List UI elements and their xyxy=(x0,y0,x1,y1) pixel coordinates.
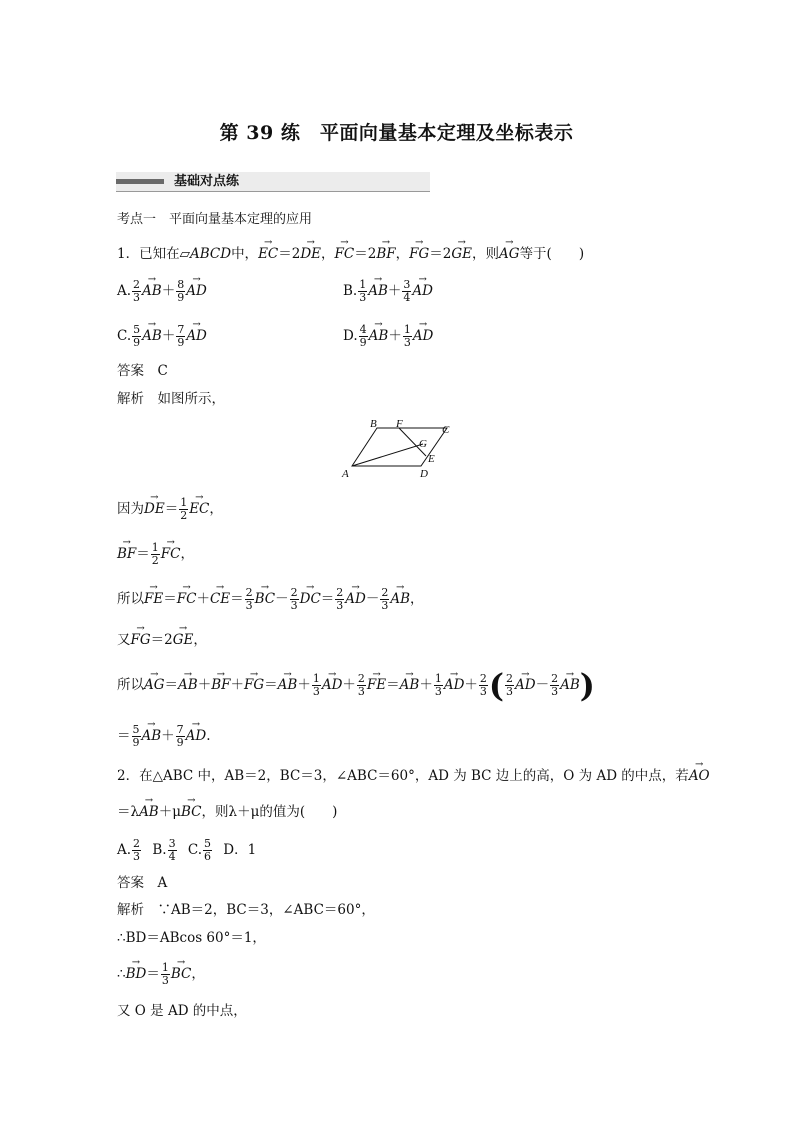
solution-line-1: 因为→ DE＝ $\frac{1}{2}$ → EC， xyxy=(117,497,223,522)
question-1: 1．已知在▱ABCD中，→ EC＝2→ DE，→ FC＝2→ BF，→ FG＝2→ GE，则→ AG等于( ) xyxy=(117,248,584,262)
section-marker xyxy=(116,179,164,184)
page-title: 第 39 练 平面向量基本定理及坐标表示 xyxy=(219,122,574,144)
options-2 xyxy=(117,838,256,863)
analysis-2-line-2: ∴BD＝ABcos 60°＝1， xyxy=(117,930,266,946)
solution-line-5: 所以→ AG＝→ AB＋→ BF＋→ FG＝→ AB＋ $\frac{1}{3}$ → AD＋ $\frac{2}{3}$ → FE＝→ AB＋ $\frac{1}{3}$ → AD＋ $\frac{2}{3}$ ( $\frac{2}{3}$ → AD－ $\frac{2}{3}$ → AB) xyxy=(117,670,595,701)
parallelogram-label: ▱ABCD xyxy=(179,246,232,262)
option-1d: D. $\frac{4}{9}$ → AB＋ $\frac{1}{3}$ → AD xyxy=(343,324,433,349)
solution-line-4: 又→ FG＝2→ GE， xyxy=(117,634,207,648)
section-underline xyxy=(116,191,430,192)
analysis-2-line-3: ∴→ BD＝ $\frac{1}{3}$ → BC， xyxy=(117,962,205,987)
analysis-2-line-1: 解析 ∵AB＝2，BC＝3，∠ABC＝60°， xyxy=(117,902,375,918)
segment-ag xyxy=(352,444,423,466)
answer-2: 答案 A xyxy=(117,875,168,891)
option-1b: B. $\frac{1}{3}$ → AB＋ $\frac{3}{4}$ → AD xyxy=(343,279,433,304)
point-label-f: F xyxy=(396,418,403,430)
analysis-1-intro: 解析 如图所示， xyxy=(117,391,225,407)
option-2a: A. $\frac{2}{3}$ xyxy=(117,837,141,863)
vec-bf: → BF xyxy=(376,248,395,262)
solution-line-6: ＝ $\frac{5}{9}$ → AB＋ $\frac{7}{9}$ → AD. xyxy=(117,724,211,749)
question-2-line-2: ＝λ→ AB＋μ→ BC，则λ＋μ的值为( ) xyxy=(117,806,337,820)
vec-fc: → FC xyxy=(335,248,355,262)
point-label-d: D xyxy=(420,468,428,480)
parallelogram-figure xyxy=(340,415,460,481)
point-label-b: B xyxy=(370,418,377,430)
option-2b: B. $\frac{3}{4}$ xyxy=(152,837,176,863)
vec-de: → DE xyxy=(300,248,321,262)
analysis-2-line-4: 又 O 是 AD 的中点， xyxy=(117,1003,247,1019)
answer-1: 答案 C xyxy=(117,363,168,379)
point-label-g: G xyxy=(419,438,427,450)
point-label-a: A xyxy=(342,468,349,480)
point-label-e: E xyxy=(428,453,435,465)
vec-ec: → EC xyxy=(258,248,278,262)
vec-ag: → AG xyxy=(499,248,520,262)
vec-fg: → FG xyxy=(409,248,429,262)
point-label-c: C xyxy=(442,424,450,436)
option-1a: A. $\frac{2}{3}$ → AB＋ $\frac{8}{9}$ → AD xyxy=(117,279,207,304)
section-label: 基础对点练 xyxy=(174,174,240,189)
option-2d: D．1 xyxy=(223,842,257,858)
vec-ge: → GE xyxy=(451,248,472,262)
option-2c: C. $\frac{5}{6}$ xyxy=(187,837,211,863)
topic-heading: 考点一 平面向量基本定理的应用 xyxy=(117,212,313,227)
option-1c: C. $\frac{5}{9}$ → AB＋ $\frac{7}{9}$ → AD xyxy=(117,324,207,349)
solution-line-2: → BF＝ $\frac{1}{2}$ → FC， xyxy=(117,542,194,567)
question-2-line-1: 2．在△ABC 中，AB＝2，BC＝3，∠ABC＝60°，AD 为 BC 边上的高，O 为 AD 的中点，若→ AO xyxy=(117,770,710,784)
section-header xyxy=(116,172,430,192)
solution-line-3: 所以→ FE＝→ FC＋→ CE＝ $\frac{2}{3}$ → BC－ $\frac{2}{3}$ → DC＝ $\frac{2}{3}$ → AD－ $\frac{2}{3}$ → AB， xyxy=(117,587,424,612)
